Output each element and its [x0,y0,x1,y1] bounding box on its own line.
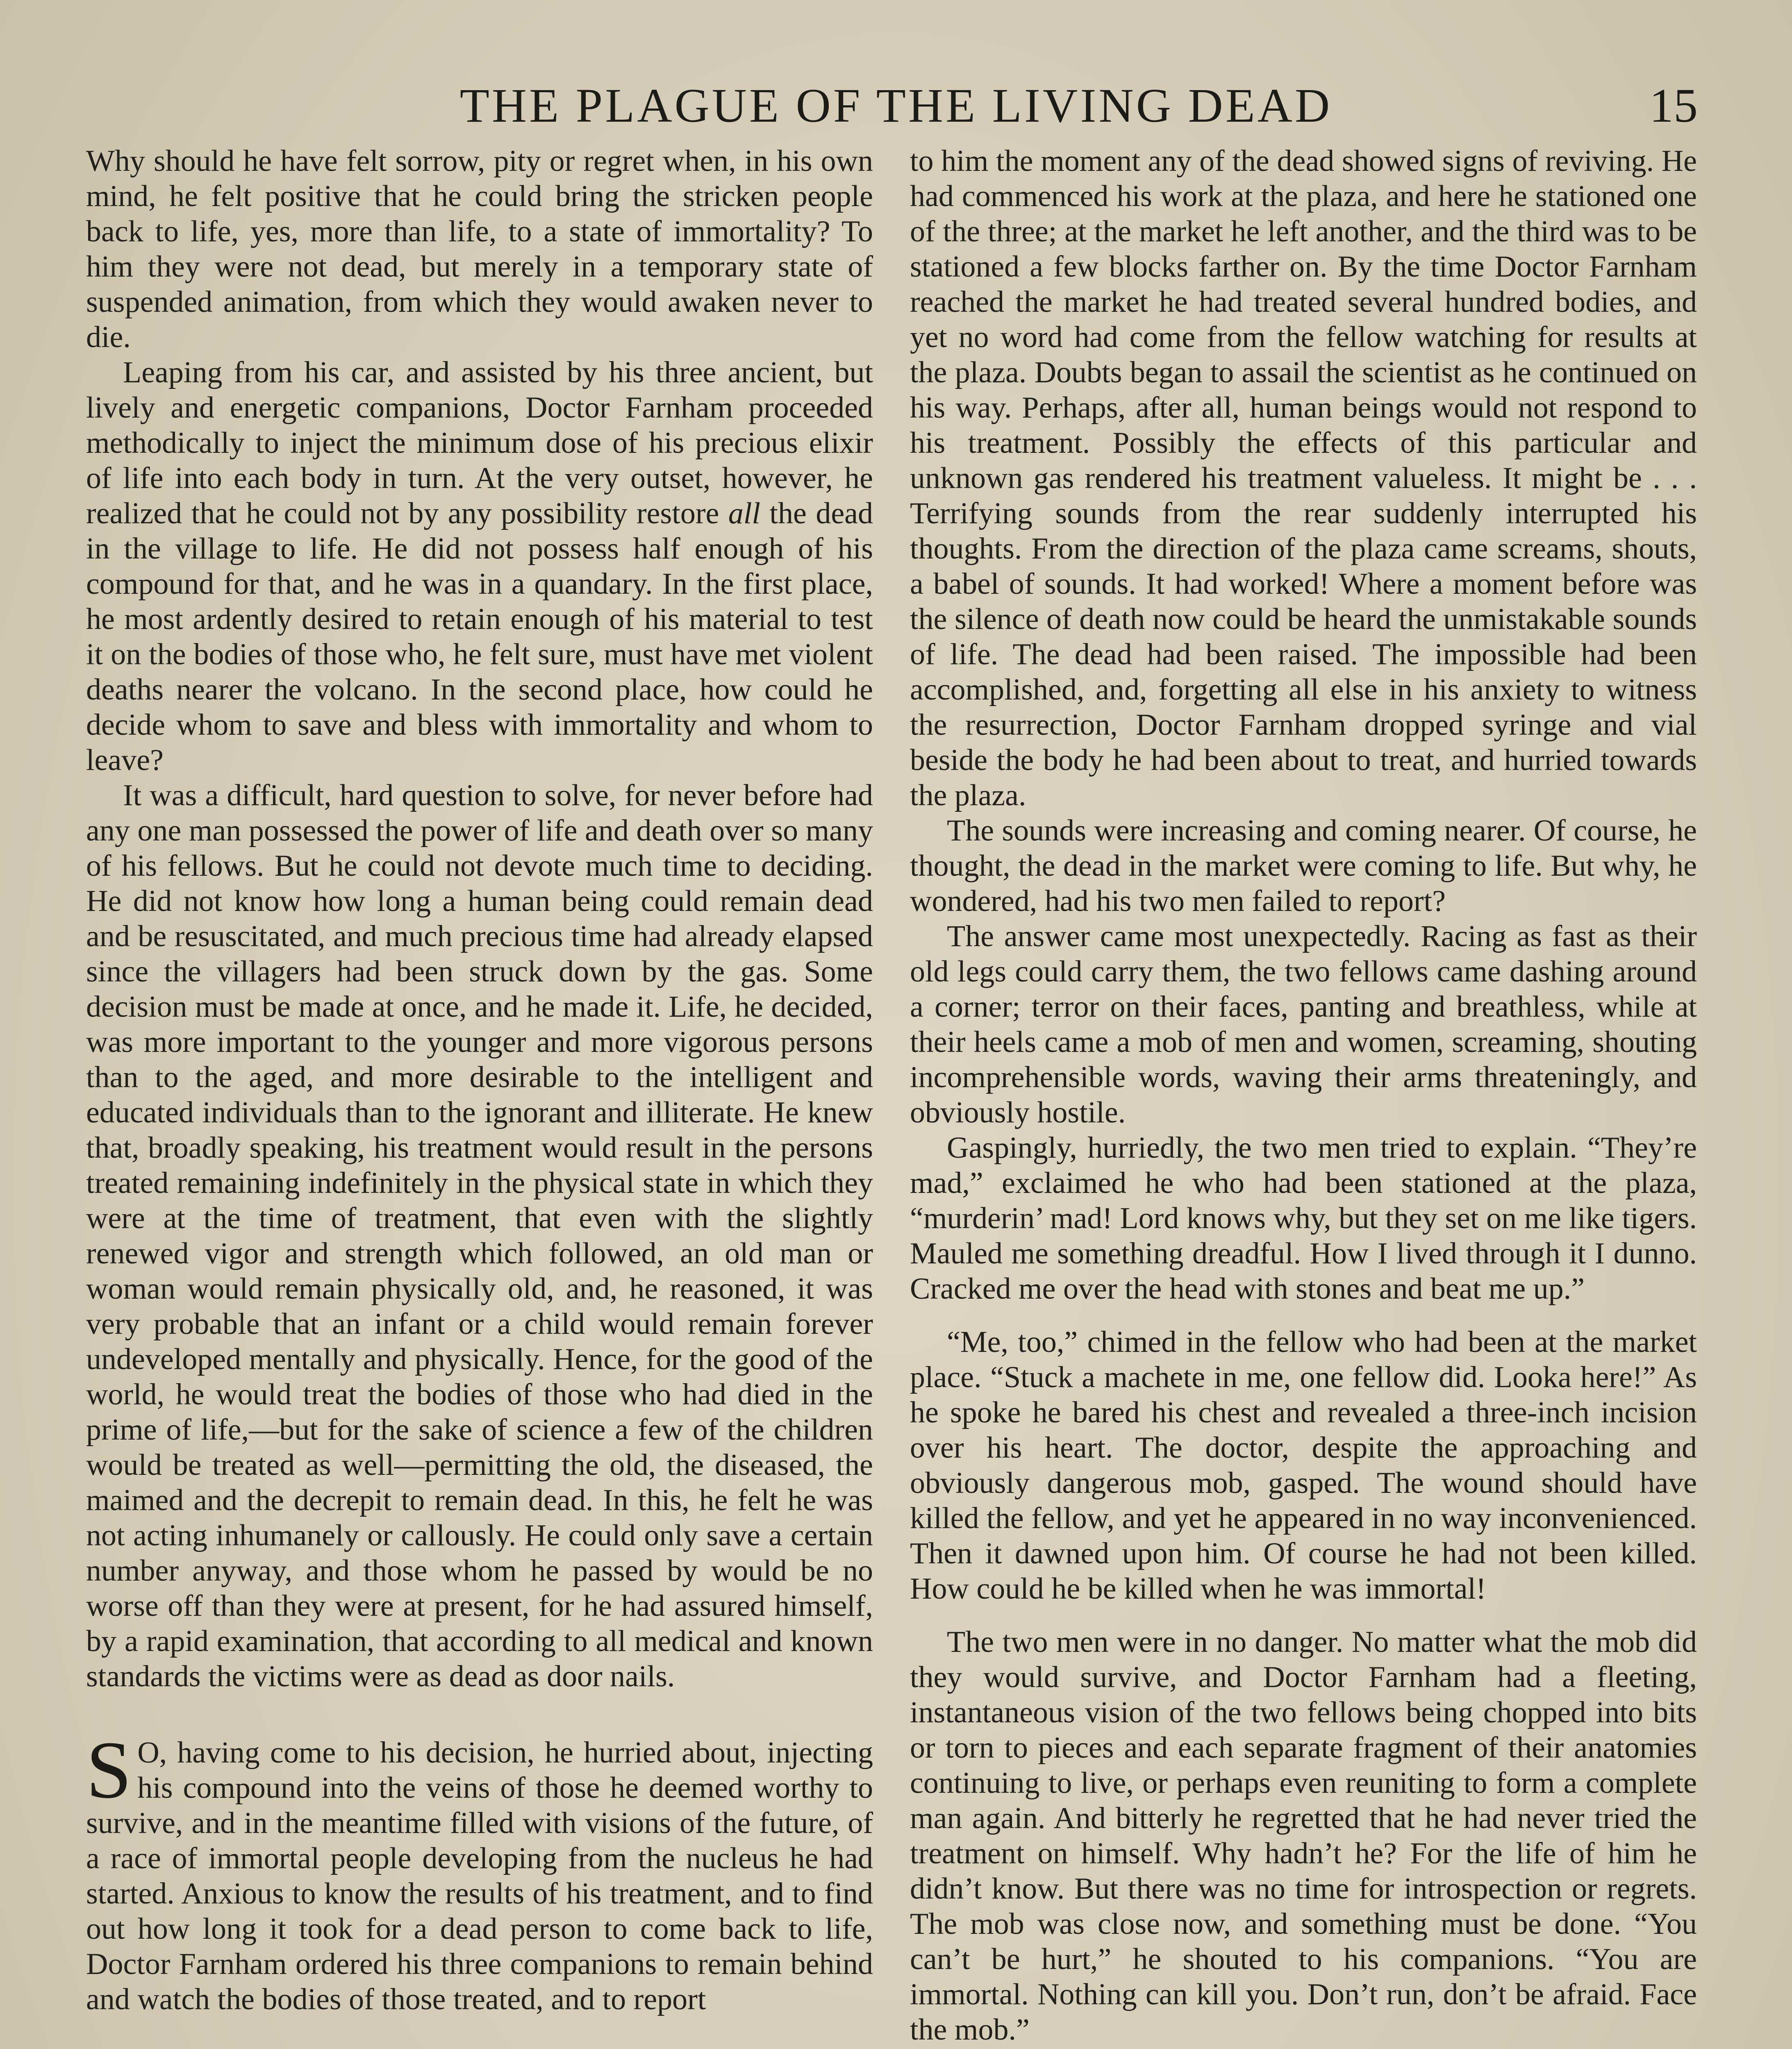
paragraph: Why should he have felt sorrow, pity or regret when, in his own mind, he felt positive that he could bring the stricken people back to life, yes, more than life, to a state of immortality? To him they were not dead, but merely in a temporary state of suspended animation, from which they would awaken never to die. [86,144,873,354]
paragraph: “Me, too,” chimed in the fellow who had been at the market place. “Stuck a machete in me, one fellow did. Looka here!” As he spoke he bared his chest and revealed a three-inch incision over his heart. The doctor, despite the approaching and obviously dangerous mob, gasped. The wound should have killed the fellow, and yet he appeared in no way inconvenienced. Then it dawned upon him. Of course he had not been killed. How could he be killed when he was immortal! [910,1325,1697,1606]
running-title: THE PLAGUE OF THE LIVING DEAD [459,79,1333,132]
right-column [910,143,1697,2047]
paragraph [86,355,873,778]
paragraph: Gaspingly, hurriedly, the two men tried to explain. “They’re mad,” exclaimed he who had been stationed at the plaza, “murderin’ mad! Lord knows why, but they set on me like tigers. Mauled me something dreadful. How I lived through it I dunno. Cracked me over the head with stones and beat me up.” [910,1131,1697,1306]
page-number: 15 [1649,79,1698,132]
paragraph: to him the moment any of the dead showed signs of reviving. He had commenced his work at the plaza, and here he stationed one of the three; at the market he left another, and the third was to be stationed a few blocks farther on. By the time Doctor Farnham reached the market he had treated several hundred bodies, and yet no word had come from the fellow watching for results at the plaza. Doubts began to assail the scientist as he continued on his way. Perhaps, after all, human beings would not respond to his treatment. Possibly the effects of this particular and unknown gas rendered his treatment valueless. It might be . . . Terrifying sounds from the rear suddenly interrupted his thoughts. From the direction of the plaza came screams, shouts, a babel of sounds. It had worked! Where a moment before was the silence of death now could be heard the unmistakable sounds of life. The dead had been raised. The impossible had been accomplished, and, forgetting all else in his anxiety to witness the resurrection, Doctor Farnham dropped syringe and vial beside the body he had been about to treat, and hurried towards the plaza. [910,144,1697,812]
drop-cap: S [86,1725,132,1815]
paragraph: The two men were in no danger. No matter what the mob did they would survive, and Doctor Farnham had a fleeting, instantaneous vision of the two fellows being chopped into bits or torn to pieces and each separate fragment of their anatomies continuing to live, or perhaps even reuniting to form a complete man again. And bitterly he regretted that he had never tried the treatment on himself. Why hadn’t he? For the life of him he didn’t know. But there was no time for introspection or regrets. The mob was close now, and something must be done. “You can’t be hurt,” he shouted to his companions. “You are immortal. Nothing can kill you. Don’t run, don’t be afraid. Face the mob.” [910,1625,1697,2047]
left-column [86,143,873,2017]
paragraph-text: O, having come to his decision, he hurried about, injecting his compound into the veins of those he deemed worthy to survive, and in the meantime filled with visions of the future, of a race of immortal people developing from the nucleus he had started. Anxious to know the results of his treatment, and to find out how long it took for a dead person to come back to life, Doctor Farnham ordered his three companions to remain behind and watch the bodies of those treated, and to report [86,1736,873,2016]
paragraph: The sounds were increasing and coming nearer. Of course, he thought, the dead in the market were coming to life. But why, he wondered, had his two men failed to report? [910,814,1697,918]
paragraph: It was a difficult, hard question to solve, for never before had any one man possessed the power of life and death over so many of his fellows. But he could not devote much time to deciding. He did not know how long a human being could remain dead and be resuscitated, and much precious time had already elapsed since the villagers had been struck down by the gas. Some decision must be made at once, and he made it. Life, he decided, was more important to the younger and more vigorous persons than to the aged, and more desirable to the intelligent and educated individuals than to the ignorant and illiterate. He knew that, broadly speaking, his treatment would result in the persons treated remaining indefinitely in the physical state in which they were at the time of treatment, that even with the slightly renewed vigor and strength which followed, an old man or woman would remain physically old, and, he reasoned, it was very probable that an infant or a child would remain forever undeveloped mentally and physically. Hence, for the good of the world, he would treat the bodies of those who had died in the prime of life,—but for the sake of science a few of the children would be treated as well—permitting the old, the diseased, the maimed and the decrepit to remain dead. In this, he felt he was not acting inhumanely or callously. He could only save a certain number anyway, and those whom he passed by would be no worse off than they were at present, for he had assured himself, by a rapid examination, that according to all medical and known standards the victims were as dead as door nails. [86,779,873,1693]
paragraph [86,1725,873,2017]
paragraph-text: Leaping from his car, and assisted by his three ancient, but lively and energetic companions, Doctor Farnham proceeded methodically to inject the minimum dose of his precious elixir of life into each body in turn. At the very outset, however, he realized that he could not by any possibility restore [86,356,873,530]
paragraph-text: the dead in the village to life. He did not possess half enough of his compound for that, and he was in a quandary. In the first place, he most ardently desired to retain enough of his material to test it on the bodies of those who, he felt sure, must have met violent deaths nearer the volcano. In the second place, how could he decide whom to save and bless with immortality and whom to leave? [86,497,873,777]
page-header [0,70,1792,143]
paragraph: The answer came most unexpectedly. Racing as fast as their old legs could carry them, the two fellows came dashing around a corner; terror on their faces, panting and breathless, while at their heels came a mob of men and women, screaming, shouting incomprehensible words, waving their arms threateningly, and obviously hostile. [910,920,1697,1129]
emphasis-text: all [728,497,760,530]
section-break [86,1694,873,1735]
